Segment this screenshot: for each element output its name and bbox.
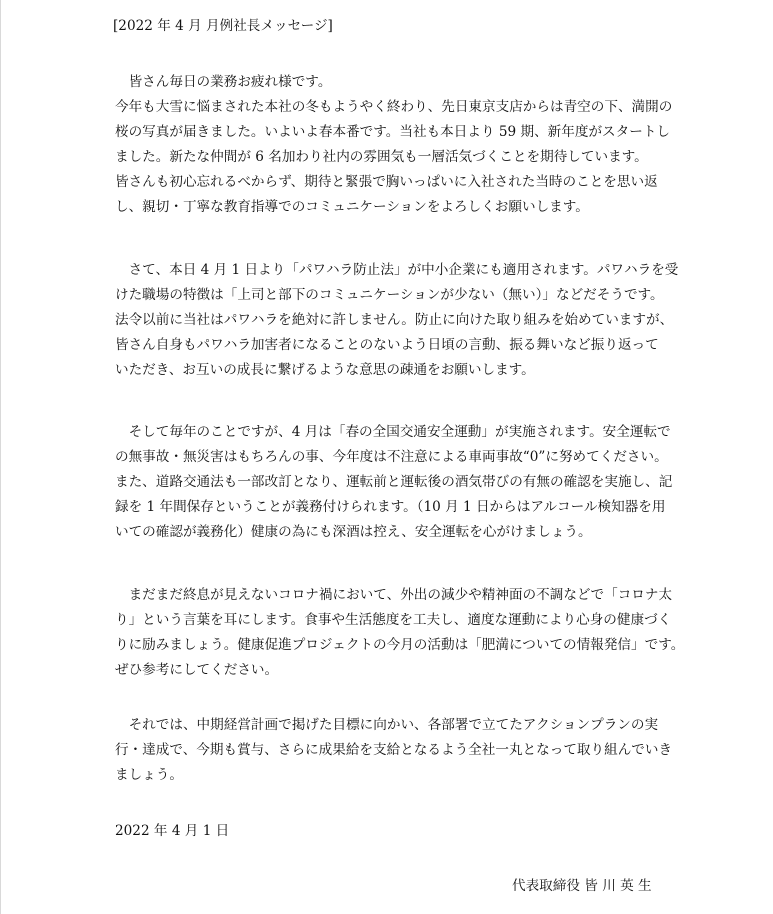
text-line: それでは、中期経営計画で掲げた目標に向かい、各部署で立てたアクションプランの実 xyxy=(115,717,659,733)
text-line: いただき、お互いの成長に繋げるような意思の疎通をお願いします。 xyxy=(115,362,535,378)
text-line: ましょう。 xyxy=(115,767,183,783)
text-line: いての確認が義務化）健康の為にも深酒は控え、安全運転を心がけましょう。 xyxy=(115,524,592,540)
text-line: ぜひ参考にしてください。 xyxy=(115,662,279,678)
text-line: さて、本日 4 月 1 日より「パワハラ防止法」が中小企業にも適用されます。パワハラを受 xyxy=(115,262,679,278)
text-line: そして毎年のことですが、4 月は「春の全国交通安全運動」が実施されます。安全運転で xyxy=(115,424,671,440)
text-line: 行・達成で、今期も賞与、さらに成果給を支給となるよう全社一丸となって取り組んでいき xyxy=(115,742,673,758)
text-line: の無事故・無災害はもちろんの事、今年度は不注意による車両事故“0”に努めてください。 xyxy=(115,449,668,465)
text-line: まだまだ終息が見えないコロナ禍において、外出の減少や精神面の不調などで「コロナ太 xyxy=(115,587,673,603)
text-line: 桜の写真が届きました。いよいよ春本番です。当社も本日より 59 期、新年度がスタートし xyxy=(115,124,671,140)
message-header: [2022 年 4 月 月例社長メッセージ] xyxy=(113,18,333,34)
text-line: りに励みましょう。健康促進プロジェクトの今月の活動は「肥満についての情報発信」です。 xyxy=(115,637,685,653)
text-line: 今年も大雪に悩まされた本社の冬もようやく終わり、先日東京支店からは青空の下、満開の xyxy=(115,99,673,115)
text-line: 皆さん自身もパワハラ加害者になることのないよう日頃の言動、振る舞いなど振り返って xyxy=(115,337,659,353)
text-line: り」という言葉を耳にします。食事や生活態度を工夫し、適度な運動により心身の健康づく xyxy=(115,612,672,628)
text-line: 皆さんも初心忘れるべからず、期待と緊張で胸いっぱいに入社された当時のことを思い返 xyxy=(115,174,658,190)
text-line: また、道路交通法も一部改訂となり、運転前と運転後の酒気帯びの有無の確認を実施し、記 xyxy=(115,474,673,490)
text-line: し、親切・丁寧な教育指導でのコミュニケーションをよろしくお願いします。 xyxy=(115,199,589,215)
signature: 代表取締役 皆 川 英 生 xyxy=(512,878,652,894)
text-line: 録を 1 年間保存ということが義務付けられます。（10 月 1 日からはアルコール検知器を用 xyxy=(115,499,666,515)
text-line: 法令以前に当社はパワハラを絶対に許しません。防止に向けた取り組みを始めていますが、 xyxy=(115,312,674,328)
text-line: ました。新たな仲間が 6 名加わり社内の雰囲気も一層活気づくことを期待しています。 xyxy=(115,149,648,165)
message-date: 2022 年 4 月 1 日 xyxy=(115,823,230,839)
text-line: 皆さん毎日の業務お疲れ様です。 xyxy=(115,74,332,90)
text-line: けた職場の特徴は「上司と部下のコミュニケーションが少ない（無い）」などだそうです。 xyxy=(115,287,664,303)
